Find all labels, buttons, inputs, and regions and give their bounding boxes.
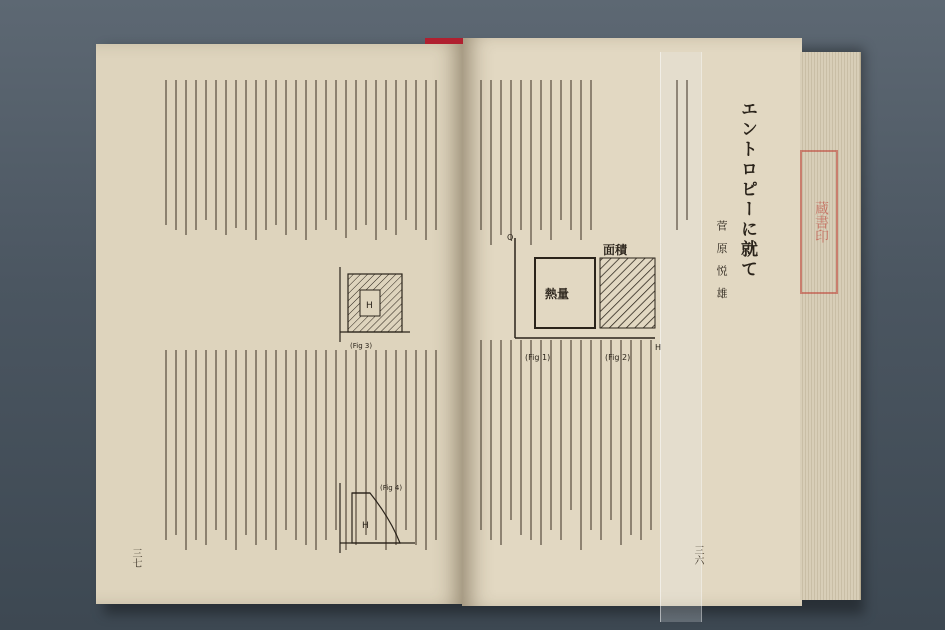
left-page-number: 三七	[130, 548, 141, 568]
right-page-number: 三六	[692, 545, 703, 565]
fig1-top-label: 面積	[603, 243, 628, 257]
fig1-axis-q: Q	[507, 233, 514, 242]
figure-3	[330, 262, 415, 352]
fig2-caption: (Fig 2)	[605, 353, 631, 362]
page-edges	[800, 52, 861, 600]
library-stamp: 蔵書印	[800, 150, 838, 294]
fig4-inner-label: H	[362, 521, 369, 531]
red-bookmark	[425, 38, 463, 44]
fig1-side-label: 熱量	[545, 287, 570, 301]
fig3-caption: (Fig 3)	[350, 342, 373, 350]
fig1-axis-h: H	[655, 343, 662, 352]
article-author: 菅 原 悦 雄	[715, 220, 728, 303]
fig4-caption: (Fig 4)	[380, 484, 403, 492]
figure-1-2	[505, 228, 670, 368]
article-title: エントロピーに就て	[737, 100, 757, 280]
fig1-caption: (Fig 1)	[525, 353, 551, 362]
fig3-inner-label: H	[366, 301, 373, 311]
figure-4	[330, 478, 420, 563]
